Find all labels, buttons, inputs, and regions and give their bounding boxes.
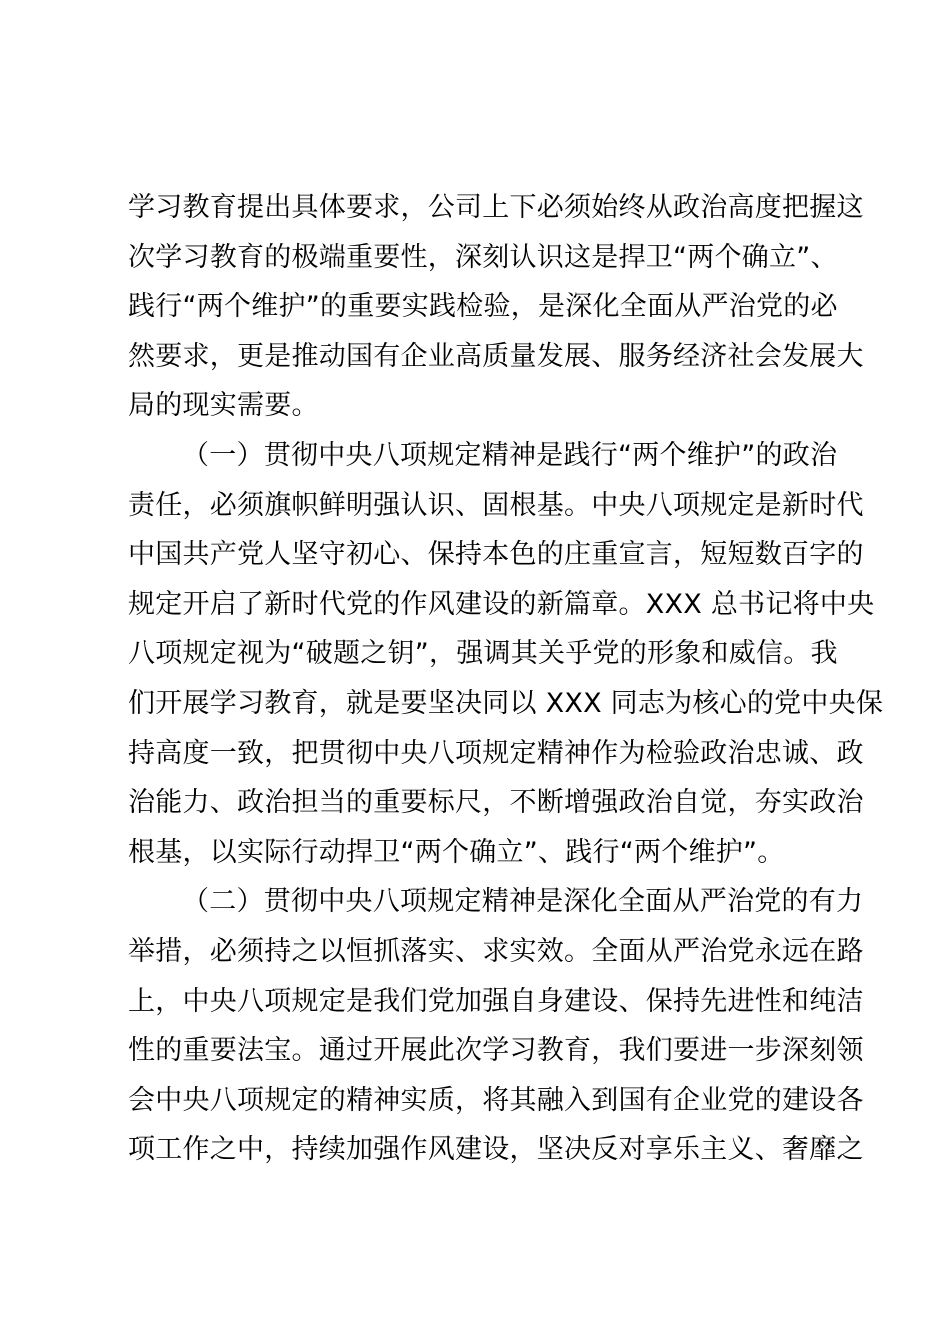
text-line: 次学习教育的极端重要性，深刻认识这是捍卫“两个确立”、 xyxy=(128,241,838,273)
text-line: 举措，必须持之以恒抓落实、求实效。全面从严治党永远在路 xyxy=(128,935,864,967)
text-line: 八项规定视为“破题之钥”，强调其关乎党的形象和威信。我 xyxy=(128,638,838,670)
text-line: 根基，以实际行动捍卫“两个确立”、践行“两个维护”。 xyxy=(128,836,785,868)
paragraph-1-start: （一）贯彻中央八项规定精神是践行“两个维护”的政治 xyxy=(182,439,838,471)
body-text xyxy=(128,183,884,1175)
text-line: 践行“两个维护”的重要实践检验，是深化全面从严治党的必 xyxy=(128,291,838,323)
text-line: 项工作之中，持续加强作风建设，坚决反对享乐主义、奢靡之 xyxy=(128,1134,864,1166)
paragraph-2-start: （二）贯彻中央八项规定精神是深化全面从严治党的有力 xyxy=(182,886,864,918)
text-line: 性的重要法宝。通过开展此次学习教育，我们要进一步深刻领 xyxy=(128,1035,864,1067)
text-line: 持高度一致，把贯彻中央八项规定精神作为检验政治忠诚、政 xyxy=(128,737,864,769)
text-line: 上，中央八项规定是我们党加强自身建设、保持先进性和纯洁 xyxy=(128,985,864,1017)
text-line: 会中央八项规定的精神实质，将其融入到国有企业党的建设各 xyxy=(128,1084,864,1116)
text-line: 规定开启了新时代党的作风建设的新篇章。XXX 总书记将中央 xyxy=(128,588,875,620)
text-line: 治能力、政治担当的重要标尺，不断增强政治自觉，夯实政治 xyxy=(128,787,864,819)
text-line: 局的现实需要。 xyxy=(128,390,319,422)
text-line: 学习教育提出具体要求，公司上下必须始终从政治高度把握这 xyxy=(128,192,864,223)
text-line: 责任，必须旗帜鲜明强认识、固根基。中央八项规定是新时代 xyxy=(128,489,864,521)
text-line: 然要求，更是推动国有企业高质量发展、服务经济社会发展大 xyxy=(128,340,864,372)
text-line: 们开展学习教育，就是要坚决同以 XXX 同志为核心的党中央保 xyxy=(128,687,884,719)
text-line: 中国共产党人坚守初心、保持本色的庄重宣言，短短数百字的 xyxy=(128,539,864,571)
